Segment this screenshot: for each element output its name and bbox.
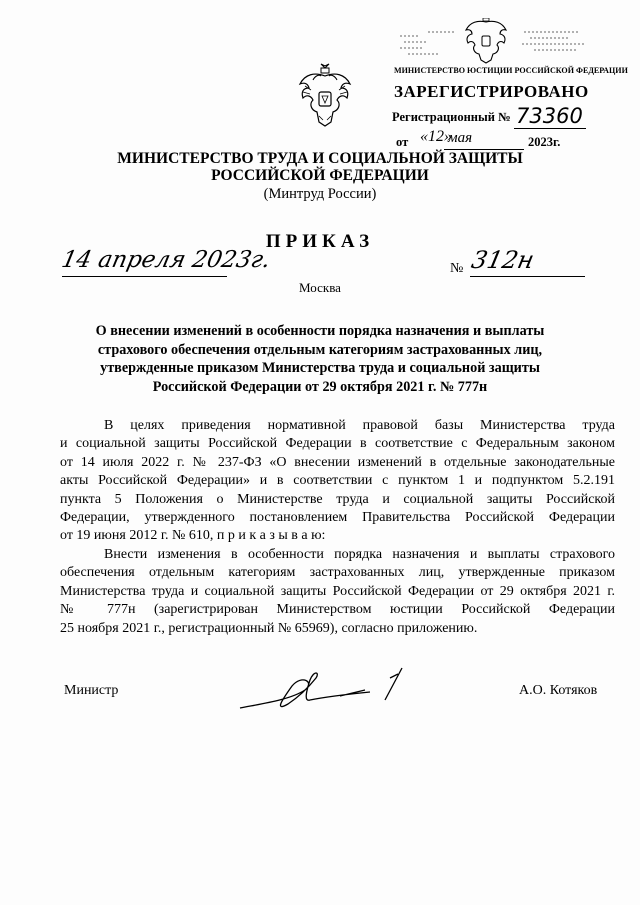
paragraph-line: и социальной защиты Российской Федерации в соответствие с Федеральным законом [60,436,615,452]
stamp-hatching-right [520,26,586,56]
signatory-position: Министр [64,683,119,698]
stamp-coat-of-arms-icon [458,18,514,64]
stamp-registration-number-label: Регистрационный № [392,110,511,124]
order-date-handwritten: 14 апреля 2023г. [59,247,273,273]
paragraph-preamble [60,417,615,546]
stamp-date-month: мая [448,130,473,146]
order-number-prefix: № [450,261,464,276]
paragraph-line: пункта 5 Положения о Министерстве труда и социальной защиты Российской [60,491,615,507]
stamp-registered-label: ЗАРЕГИСТРИРОВАНО [394,82,589,101]
stamp-date-prefix: от [396,135,409,149]
paragraph-line: акты Российской Федерации» и в соответствии с пунктом 1 и подпунктом 5.2.191 [60,473,615,489]
document-title-line: страхового обеспечения отдельным категориям застрахованных лиц, [97,341,543,358]
registration-stamp [388,18,628,160]
order-number-underline [470,276,585,277]
paragraph-line: от 19 июня 2012 г. № 610, п р и к а з ы в а ю: [60,528,326,544]
stamp-ministry-name: МИНИСТЕРСТВО ЮСТИЦИИ РОССИЙСКОЙ ФЕДЕРАЦИИ [394,65,628,75]
handwritten-signature [230,660,420,720]
stamp-hatching-left [398,28,458,58]
paragraph-line: № 777н (зарегистрирован Министерством юстиции Российской Федерации [60,602,615,618]
paragraph-line: обеспечения отдельным категориям застрахованных лиц, утвержденные приказом [60,565,615,581]
order-number-handwritten: 312н [469,246,537,274]
paragraph-line: Министерства труда и социальной защиты Российской Федерации от 29 октября 2021 г. [60,583,615,599]
ministry-short-name: (Минтруд России) [263,186,377,202]
paragraph-order [60,546,615,638]
stamp-registration-number: 73360 [516,104,583,128]
coat-of-arms-icon [297,62,353,130]
signatory-name: А.О. Котяков [519,683,598,698]
stamp-date-year: 2023г. [528,135,561,149]
ministry-name-line1: МИНИСТЕРСТВО ТРУДА И СОЦИАЛЬНОЙ ЗАЩИТЫ [117,150,523,167]
order-date-underline [62,276,227,277]
ministry-name-line2: РОССИЙСКОЙ ФЕДЕРАЦИИ [211,167,429,184]
document-title [60,322,580,396]
paragraph-line: Внести изменения в особенности порядка назначения и выплаты страхового [104,547,615,562]
paragraph-line: В целях приведения нормативной правовой базы Министерства труда [104,418,615,433]
document-title-line: утвержденные приказом Министерства труда и социальной защиты [100,360,540,376]
document-title-line: Российской Федерации от 29 октября 2021 г. № 777н [152,378,488,395]
paragraph-line: Федерации, утвержденного постановлением Правительства Российской Федерации [60,510,615,526]
stamp-number-underline [514,128,586,129]
paragraph-line: 25 ноября 2021 г., регистрационный № 65969), согласно приложению. [60,620,478,636]
stamp-date-day: «12» [420,128,452,145]
document-title-line: О внесении изменений в особенности порядка назначения и выплаты [95,323,545,339]
order-city: Москва [299,280,341,295]
order-title: ПРИКАЗ [265,231,375,252]
paragraph-line: от 14 июля 2022 г. № 237-ФЗ «О внесении изменений в отдельные законодательные [60,454,615,470]
